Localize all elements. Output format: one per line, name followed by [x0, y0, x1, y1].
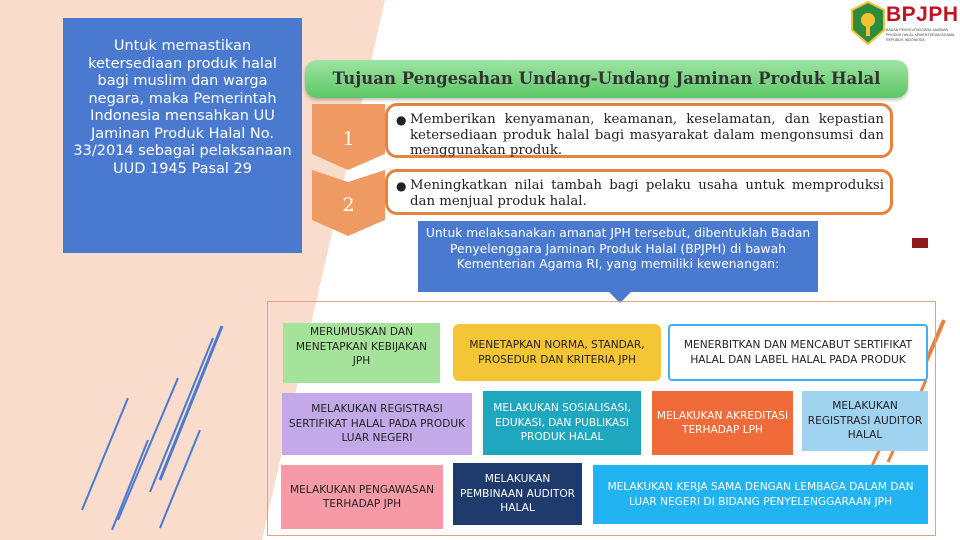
authority-item-7: [802, 391, 928, 451]
intro-text-box: [63, 18, 302, 253]
authority-item-5: [483, 391, 641, 455]
authority-item-9: [453, 463, 582, 525]
purpose-item-1-text: Memberikan kenyamanan, keamanan, keselamatan, dan kepastian ketersediaan produk halal bagi masyarakat dalam mengonsumsi dan menggunakan produk.: [410, 112, 884, 158]
authority-item-2: [453, 324, 661, 381]
red-square-marker: [912, 238, 928, 248]
bullet-icon: ●: [396, 113, 407, 127]
authority-item-7-text: MELAKUKAN REGISTRASI AUDITOR HALAL: [807, 400, 923, 442]
authority-item-9-text: MELAKUKAN PEMBINAAN AUDITOR HALAL: [459, 473, 576, 515]
authority-item-1: [283, 323, 440, 383]
authority-item-10: [593, 465, 928, 524]
purpose-item-1: [385, 103, 893, 158]
purpose-item-2: [385, 169, 893, 215]
authority-item-2-text: MENETAPKAN NORMA, STANDAR, PROSEDUR DAN KRITERIA JPH: [469, 339, 645, 366]
bpjph-logo: [846, 0, 960, 48]
authority-item-10-text: MELAKUKAN KERJA SAMA DENGAN LEMBAGA DALAM DAN LUAR NEGERI DI BIDANG PENYELENGGARAAN JPH: [607, 481, 914, 508]
purpose-item-2-text: Meningkatkan nilai tambah bagi pelaku usaha untuk memproduksi dan menjual produk halal.: [410, 178, 884, 209]
authority-item-5-text: MELAKUKAN SOSIALISASI, EDUKASI, DAN PUBLIKASI PRODUK HALAL: [493, 402, 631, 444]
step-1-number-wrap: [312, 104, 385, 170]
authority-item-6-text: MELAKUKAN AKREDITASI TERHADAP LPH: [656, 409, 789, 436]
mandate-box: [418, 221, 818, 292]
authority-item-8-text: MELAKUKAN PENGAWASAN TERHADAP JPH: [289, 483, 435, 510]
authority-item-8: [281, 465, 443, 529]
step-2-number: 2: [342, 194, 355, 216]
purpose-title: Tujuan Pengesahan Undang-Undang Jaminan Produk Halal: [305, 60, 908, 98]
logo-subtitle: BADAN PENYELENGGARA JAMINAN PRODUK HALAL KEMENTERIAN AGAMA REPUBLIK INDONESIA: [886, 28, 955, 42]
authority-item-6: [652, 391, 793, 455]
authority-item-4: [282, 393, 472, 455]
step-1-number: 1: [342, 128, 355, 150]
authority-item-4-text: MELAKUKAN REGISTRASI SERTIFIKAT HALAL PADA PRODUK LUAR NEGERI: [288, 403, 466, 445]
logo-text: BPJPH: [886, 3, 959, 26]
intro-text: Untuk memastikan ketersediaan produk halal bagi muslim dan warga negara, maka Pemerintah Indonesia mensahkan UU Jaminan Produk Halal No. 33/2014 sebagai pelaksanaan UUD 1945 Pasal 29: [73, 38, 292, 177]
bullet-icon: ●: [396, 179, 407, 193]
mandate-text: Untuk melaksanakan amanat JPH tersebut, dibentuklah Badan Penyelenggara Jaminan Produk Halal (BPJPH) di bawah Kementerian Agama RI, yang memiliki kewenangan:: [425, 226, 811, 271]
authority-item-3: [668, 324, 928, 381]
authority-item-1-text: MERUMUSKAN DAN MENETAPKAN KEBIJAKAN JPH: [295, 326, 428, 367]
authority-item-3-text: MENERBITKAN DAN MENCABUT SERTIFIKAT HALAL DAN LABEL HALAL PADA PRODUK: [683, 339, 913, 366]
step-2-number-wrap: [312, 170, 385, 236]
emblem-icon: [848, 0, 888, 46]
